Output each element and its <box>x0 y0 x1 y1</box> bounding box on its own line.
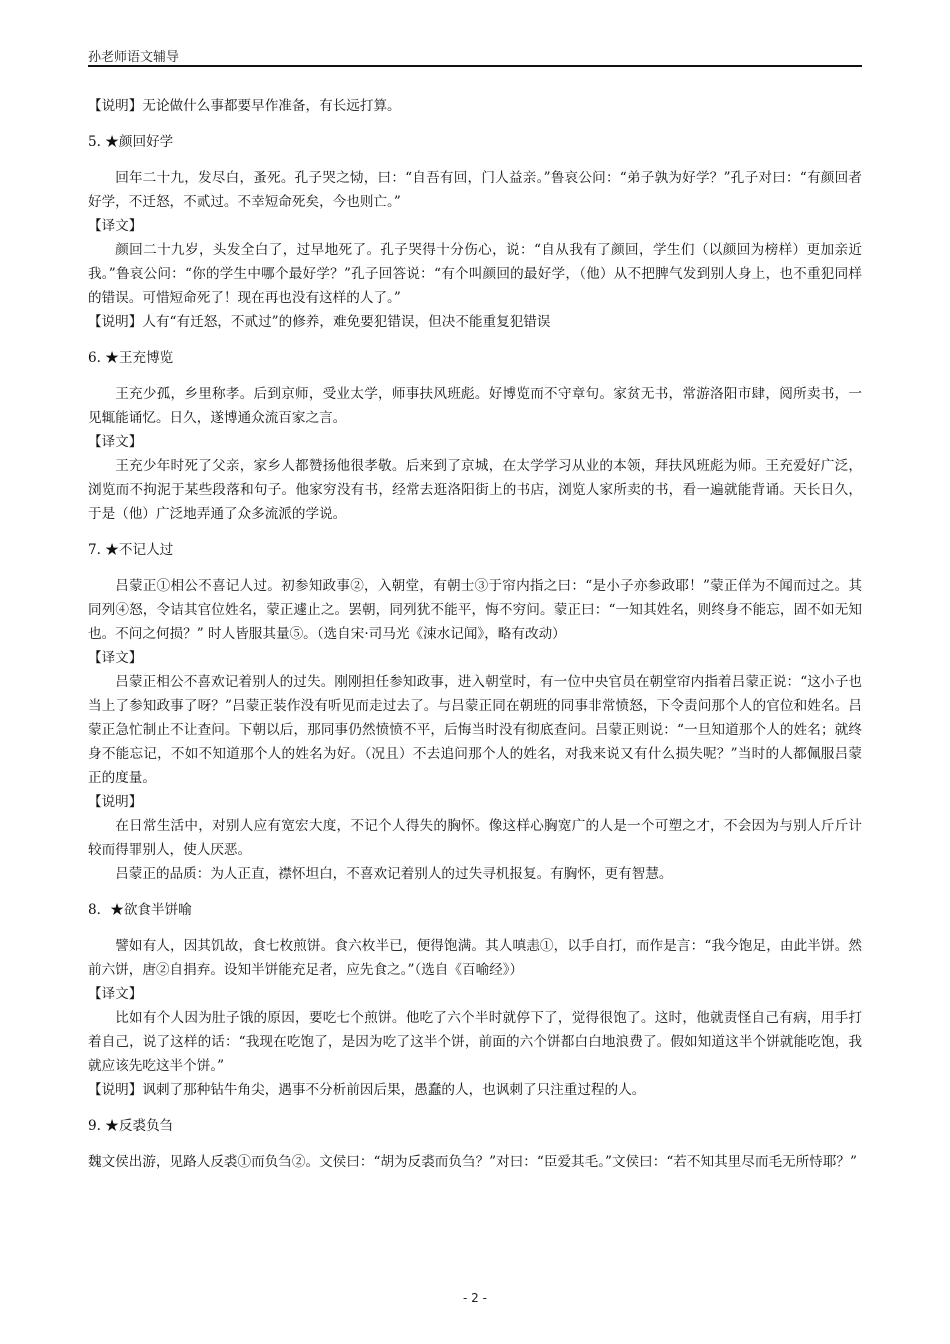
header-divider <box>88 65 862 67</box>
section-label: 【说明】 <box>88 794 143 810</box>
paragraph: 在日常生活中，对别人应有宽宏大度，不记个人得失的胸怀。像这样心胸宽广的人是一个可塑之才，不会因为与别人斤斤计较而得罪别人，使人厌恶。 <box>88 818 862 858</box>
note-line: 【说明】人有“有迁怒，不贰过”的修养，难免要犯错误，但决不能重复犯错误 <box>88 314 551 330</box>
paragraph-gap <box>88 154 862 166</box>
paragraph-gap <box>88 1138 862 1150</box>
section-label: 【译文】 <box>88 986 143 1002</box>
note-line: 【说明】讽刺了那种钻牛角尖，遇事不分析前因后果，愚蠢的人，也讽刺了只注重过程的人。 <box>88 1082 646 1098</box>
header-title: 孙老师语文辅导 <box>88 50 180 65</box>
paragraph-gap <box>88 118 862 130</box>
paragraph: 比如有个人因为肚子饿的原因，要吃七个煎饼。他吃了六个半时就停下了，觉得很饱了。这时，他就责怪自己有病，用手打着自己，说了这样的话：“我现在吃饱了，是因为吃了这半个饼，前面的六个饼都白白地浪费了。假如知道这半个饼就能吃饱，我就应该先吃这半个饼。” <box>88 1010 862 1074</box>
paragraph: 譬如有人，因其饥故，食七枚煎饼。食六枚半已，便得饱满。其人嗔恚①，以手自打，而作是言：“我今饱足，由此半饼。然前六饼，唐②自捐弃。设知半饼能充足者，应先食之。”（选自《百喻经》） <box>88 938 862 978</box>
section-title: 8．★欲食半饼喻 <box>88 902 192 918</box>
note-line: 【说明】无论做什么事都要早作准备，有长远打算。 <box>88 98 401 114</box>
paragraph: 吕蒙正①相公不喜记人过。初参知政事②，入朝堂，有朝士③于帘内指之曰：“是小子亦参政耶！”蒙正佯为不闻而过之。其同列④怒，令诘其官位姓名，蒙正遽止之。罢朝，同列犹不能平，悔不穷问。蒙正曰：“一知其姓名，则终身不能忘，固不如无知也。不问之何损？” 时人皆服其量⑤。（选自宋·司马光《涑水记闻》，略有改动） <box>88 578 862 642</box>
document-body <box>88 94 862 1174</box>
paragraph-gap <box>88 526 862 538</box>
note-line: 魏文侯出游，见路人反裘①而负刍②。文侯曰：“胡为反裘而负刍？”对曰：“臣爱其毛。”文侯曰：“若不知其里尽而毛无所恃耶？” <box>88 1154 857 1170</box>
section-title: 9. ★反裘负刍 <box>88 1118 174 1134</box>
paragraph-gap <box>88 334 862 346</box>
section-label: 【译文】 <box>88 650 143 666</box>
paragraph-gap <box>88 562 862 574</box>
paragraph-gap <box>88 1102 862 1114</box>
section-title: 5. ★颜回好学 <box>88 134 174 150</box>
paragraph: 吕蒙正的品质：为人正直，襟怀坦白，不喜欢记着别人的过失寻机报复。有胸怀，更有智慧。 <box>115 866 673 882</box>
paragraph-gap <box>88 922 862 934</box>
paragraph-gap <box>88 370 862 382</box>
paragraph: 王充少孤，乡里称孝。后到京师，受业太学，师事扶风班彪。好博览而不守章句。家贫无书，常游洛阳市肆，阅所卖书，一见辄能诵忆。日久，遂博通众流百家之言。 <box>88 386 862 426</box>
paragraph: 颜回二十九岁，头发全白了，过早地死了。孔子哭得十分伤心，说：“自从我有了颜回，学生们（以颜回为榜样）更加亲近我。”鲁哀公问：“你的学生中哪个最好学？”孔子回答说：“有个叫颜回的最好学，（他）从不把脾气发到别人身上，也不重犯同样的错误。可惜短命死了！现在再也没有这样的人了。” <box>88 242 862 306</box>
paragraph: 回年二十九，发尽白，蚤死。孔子哭之恸，曰：“自吾有回，门人益亲。”鲁哀公问：“弟子孰为好学？”孔子对曰：“有颜回者好学，不迁怒，不贰过。不幸短命死矣，今也则亡。” <box>88 170 862 210</box>
section-label: 【译文】 <box>88 434 143 450</box>
section-title: 6. ★王充博览 <box>88 350 174 366</box>
section-label: 【译文】 <box>88 218 143 234</box>
paragraph: 王充少年时死了父亲，家乡人都赞扬他很孝敬。后来到了京城，在太学学习从业的本领，拜扶风班彪为师。王充爱好广泛，浏览而不拘泥于某些段落和句子。他家穷没有书，经常去逛洛阳街上的书店，浏览人家所卖的书，看一遍就能背诵。天长日久，于是（他）广泛地弄通了众多流派的学说。 <box>88 458 862 522</box>
page-number: - 2 - <box>463 1291 487 1305</box>
paragraph: 吕蒙正相公不喜欢记着别人的过失。刚刚担任参知政事，进入朝堂时，有一位中央官员在朝堂帘内指着吕蒙正说：“这小子也当上了参知政事了呀？”吕蒙正装作没有听见而走过去了。与吕蒙正同在朝班的同事非常愤怒，下令责问那个人的官位和姓名。吕蒙正急忙制止不让查问。下朝以后，那同事仍然愤愤不平，后悔当时没有彻底查问。吕蒙正则说：“一旦知道那个人的姓名；就终身不能忘记，不如不知道那个人的姓名为好。（况且）不去追问那个人的姓名，对我来说又有什么损失呢？”当时的人都佩服吕蒙正的度量。 <box>88 674 862 786</box>
section-title: 7. ★不记人过 <box>88 542 174 558</box>
paragraph-gap <box>88 886 862 898</box>
